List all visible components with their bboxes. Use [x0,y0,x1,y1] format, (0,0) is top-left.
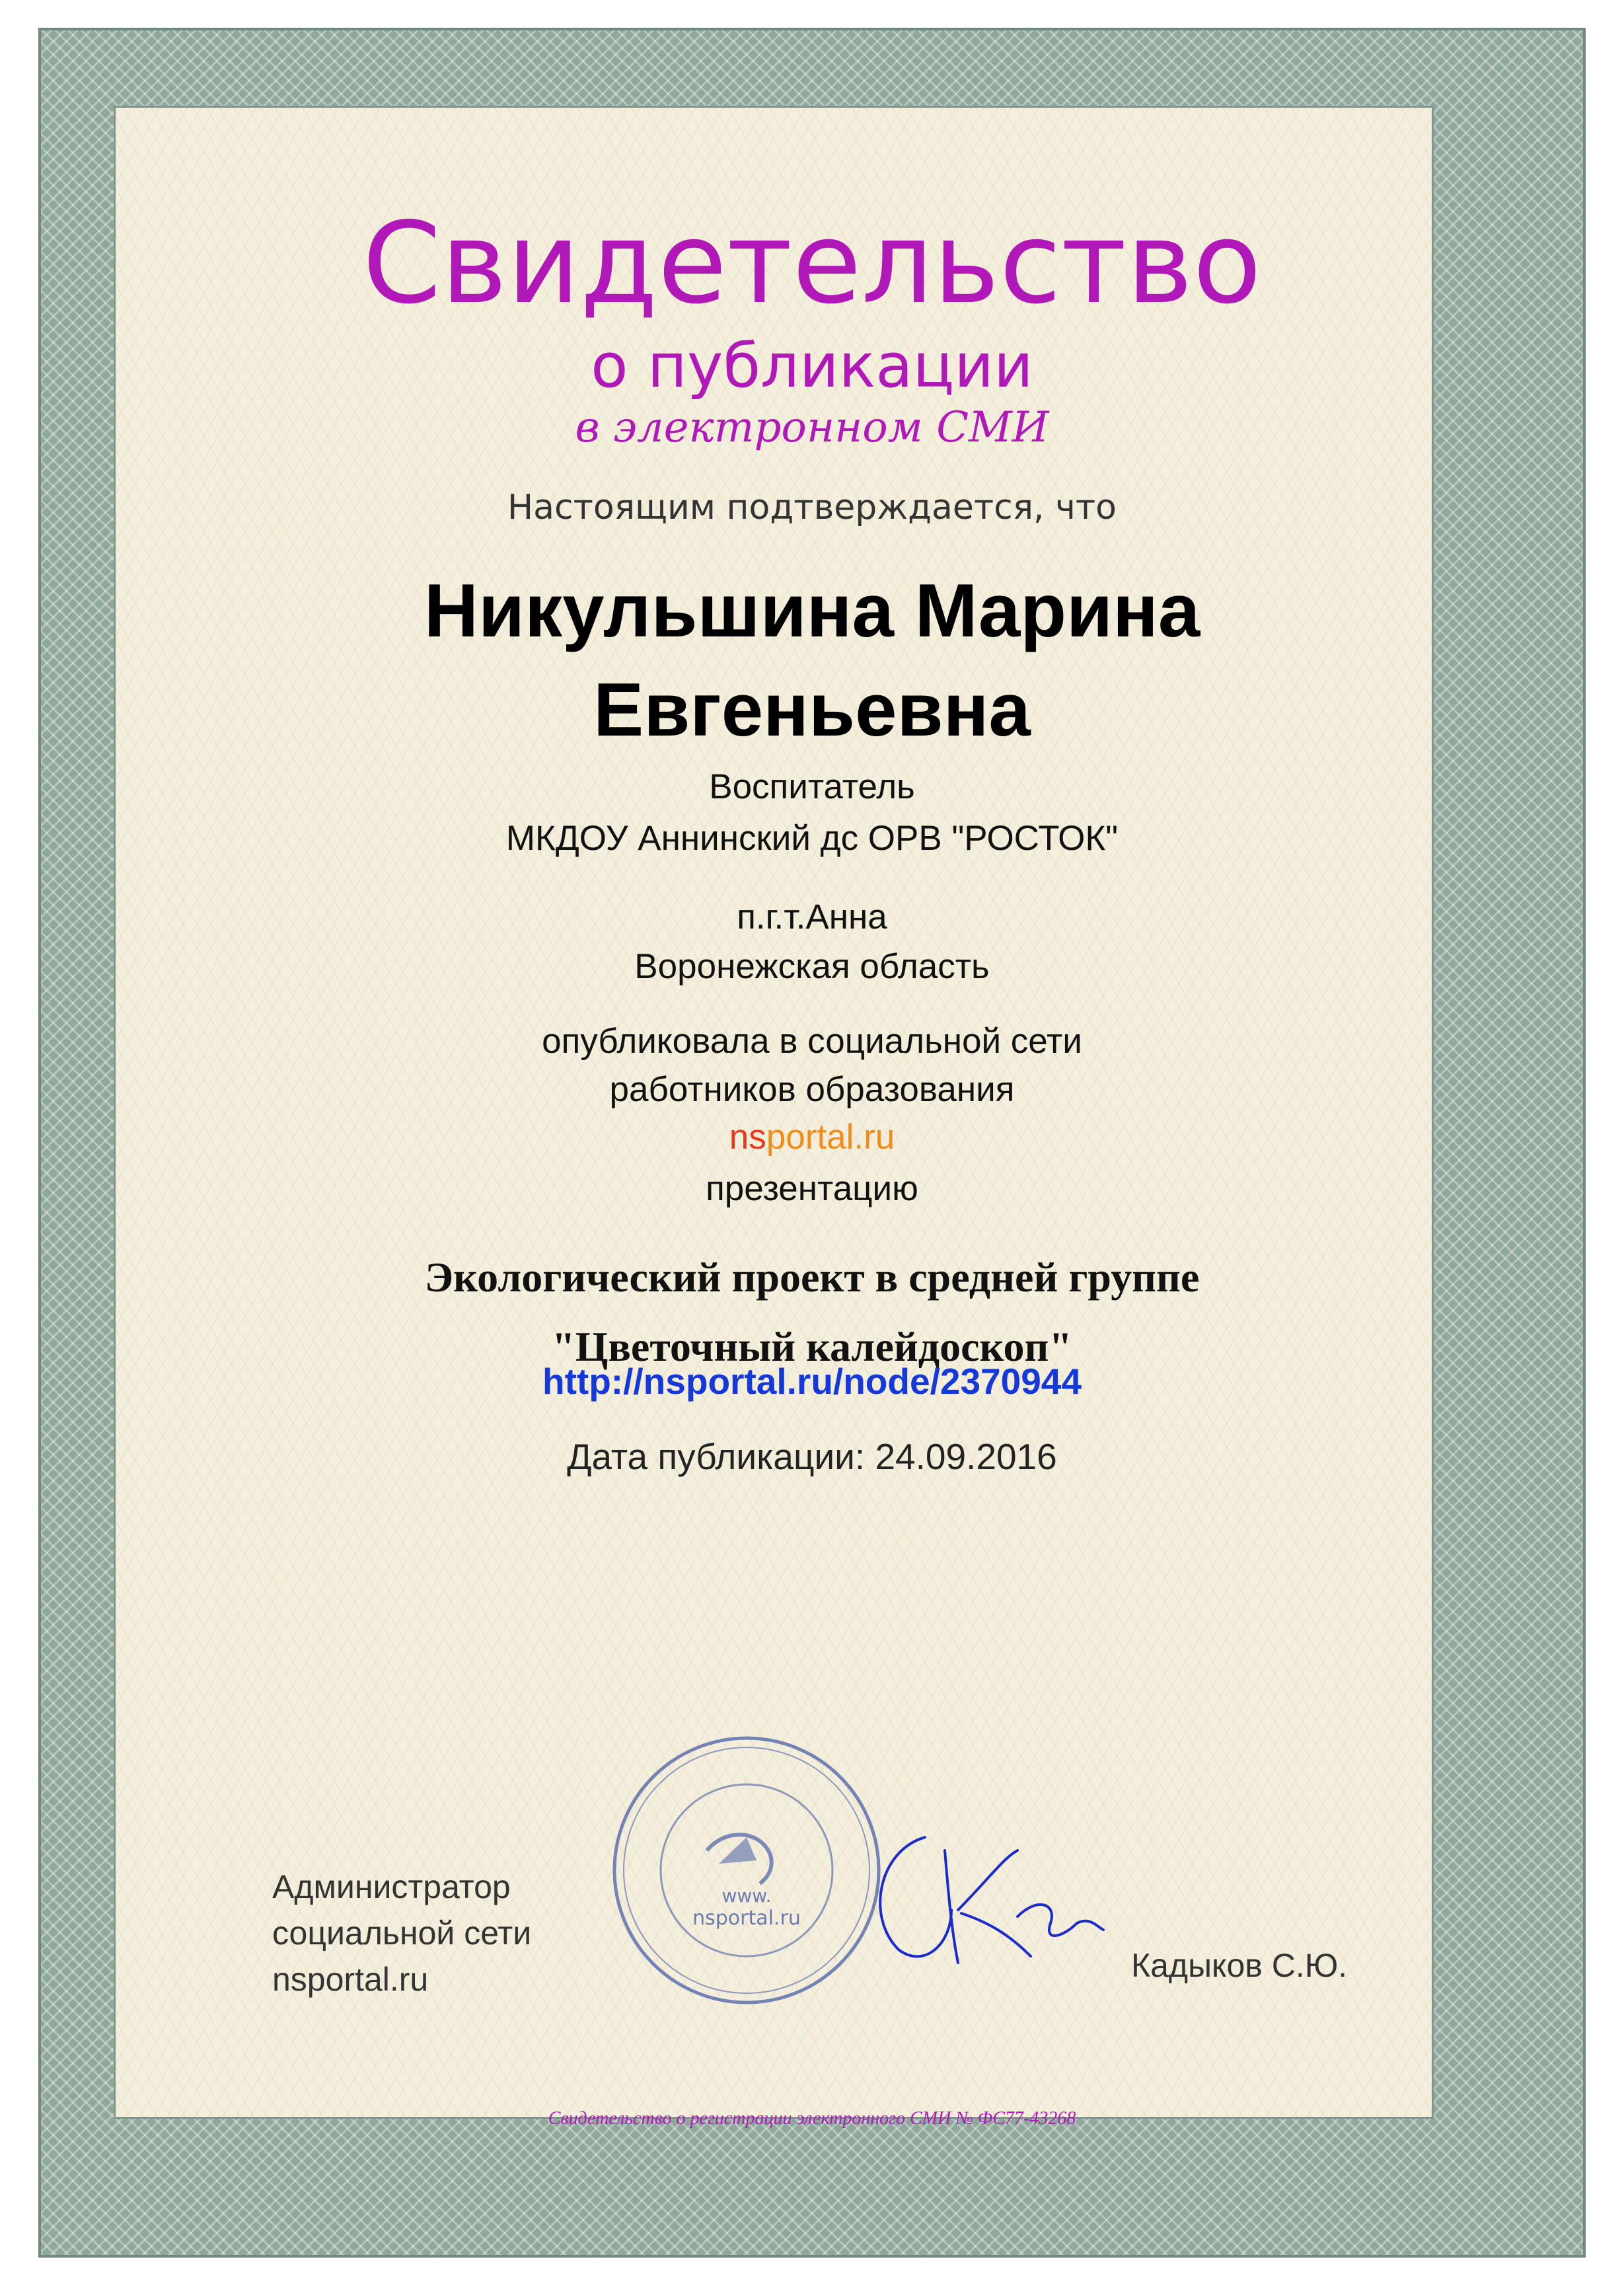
seal-stamp-icon [608,1732,885,2009]
publication-link[interactable]: http://nsportal.ru/node/2370944 [542,1361,1082,1402]
published-text-line2: работников образования [609,1070,1015,1109]
recipient-region: Воронежская область [634,947,990,986]
site-name-ns: ns [729,1118,766,1157]
recipient-name [0,562,1624,760]
work-title-line2: "Цветочный калейдоскоп" [552,1323,1072,1370]
certificate-subtitle: о публикации [591,330,1033,401]
handwritten-signature-icon [852,1811,1130,1983]
certificate-subtitle-media: в электронном СМИ [575,403,1049,452]
recipient-name-line1: Никульшина Марина [424,569,1200,653]
material-type: презентацию [706,1169,918,1208]
recipient-organization: МКДОУ Аннинский дс ОРВ "РОСТОК" [505,819,1119,858]
seal-inner-text-1: www. [721,1885,772,1907]
work-title-line1: Экологический проект в средней группе [424,1254,1200,1301]
seal-inner-text-2: nsportal.ru [692,1907,801,1930]
registration-note: Свидетельство о регистрации электронного СМИ № ФС77-43268 [548,2108,1076,2129]
signer-name: Кадыков С.Ю. [1131,1947,1348,1984]
admin-line2: социальной сети [272,1915,532,1952]
recipient-position: Воспитатель [709,767,915,806]
confirm-text: Настоящим подтверждается, что [507,488,1117,527]
site-name-rest: portal.ru [766,1118,895,1157]
recipient-town: п.г.т.Анна [737,897,887,936]
admin-line1: Администратор [272,1868,511,1905]
certificate-title: Свидетельство [362,198,1262,329]
site-name [0,1117,1624,1157]
published-text-line1: опубликовала в социальной сети [542,1022,1082,1061]
publication-date: Дата публикации: 24.09.2016 [567,1436,1057,1477]
admin-block [272,1864,531,2002]
admin-line3: nsportal.ru [272,1961,429,1998]
recipient-name-line2: Евгеньевна [593,668,1031,752]
